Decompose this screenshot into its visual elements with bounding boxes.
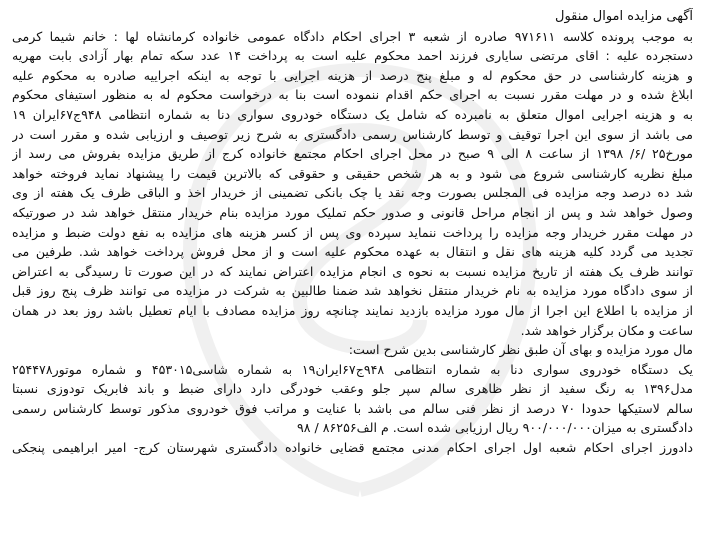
notice-title: آگهی مزایده اموال منقول xyxy=(555,9,693,24)
notice-line-11: در مهلت مقرر خریدار وجه مزایده را پرداخت ننماید سپرده وی پس از کسر هزینه های مزایده به نفع دولت ضبط و مزایده xyxy=(12,224,693,240)
notice-line-8: مبلغ نظریه کارشناسی شروع می شود و به هر شخص حقیقی و حقوقی که بالاترین قیمت را پیشنهاد نماید فروخته خواهد xyxy=(12,165,693,181)
notice-line-20: سالم لاستیکها حدودا ۷۰ درصد از نظر فنی سالم می باشد با عنایت و مراتب فوق خودروی مذکور توسط کارشناس رسمی xyxy=(12,400,693,416)
notice-line-10: وصول خواهد شد و پس از انجام مراحل قانونی و صدور حکم تملیک مورد مزایده بنام خریدار منتقل خواهد شد در صورتیکه xyxy=(12,204,693,220)
notice-line-9: شد ده درصد وجه مزایده فی المجلس بصورت وجه نقد یا چک بانکی تضمینی از خریدار اخذ و الباقی ظرف یک هفته از وی xyxy=(12,185,693,201)
notice-line-13: توانند ظرف یک هفته از تاریخ مزایده نسبت به نحوه ی انجام مزایده اعتراض نمایند که در این صورت تا رسیدگی به اعتراض xyxy=(12,263,693,279)
notice-line-16: ساعت و مکان برگزار خواهد شد. xyxy=(520,322,693,338)
notice-line-19: مدل۱۳۹۶ به رنگ سفید از نظر ظاهری سالم سپر جلو وعقب خودرگی دارد دارای ضبط و باند فابریک تودوزی نسبتا xyxy=(12,381,693,397)
notice-line-18: یک دستگاه خودروی سواری دنا به شماره انتظامی ۹۴۸ج۶۷ایران۱۹ به شماره شاسی۴۵۳۰۱۵ و شماره موتور۲۵۴۴۷۸ xyxy=(12,361,693,377)
notice-line-3: و هزینه کارشناسی در حق محکوم له و مبلغ پنج درصد از هزینه اجرایی با توجه به اینکه اجراییه صادره به محکوم علیه xyxy=(12,67,693,83)
notice-line-6: می باشد از سوی این اجرا توقیف و توسط کارشناس رسمی دادگستری به شرح زیر توصیف و ارزیابی شده و مقرر است در xyxy=(12,126,693,142)
notice-line-5: به و هزینه اجرایی اموال متعلق به نامبرده که شامل یک دستگاه خودروی سواری دنا به شماره انتظامی ۹۴۸ج۶۷ایران ۱۹ xyxy=(12,106,693,122)
notice-line-2: دستجرده علیه : اقای مرتضی سایاری فرزند احمد محکوم علیه است به پرداخت ۱۴ عدد سکه تمام بهار آزادی بابت مهریه xyxy=(12,48,693,64)
notice-line-21: دادگستری به میزان۹۰۰/۰۰۰/۰۰۰ ریال ارزیابی شده است. م الف۸۶۲۵۶ / ۹۸ xyxy=(297,420,693,436)
notice-line-15: از مزایده با اطلاع این اجرا از مال مورد مزایده بازدید نمایند چنانچه روز مزایده مصادف با ایام تعطیل باشد روز بعد در همان xyxy=(12,302,693,318)
notice-line-12: تجدید می گردد کلیه هزینه های نقل و انتقال به عهده محکوم علیه است و از محل فروش پرداخت خواهد شد. طرفین می xyxy=(12,244,693,260)
notice-line-14: از سوی دادگاه مورد مزایده به نام خریدار منتقل نخواهد شد ضمنا طالبین به شرکت در مزایده می توانند ظرف پنج روز قبل xyxy=(12,283,693,299)
notice-line-22: دادورز اجرای احکام شعبه اول اجرای احکام مدنی مجتمع قضایی خانواده دادگستری شهرستان کرج- امیر ابراهیمی پنجکی xyxy=(12,440,693,456)
notice-line-1: به موجب پرونده کلاسه ۹۷۱۶۱۱ صادره از شعبه ۳ اجرای احکام دادگاه عمومی خانواده کرمانشاه لها : خانم شیما کرمی xyxy=(12,28,693,44)
notice-line-17: مال مورد مزایده و بهای آن طبق نظر کارشناسی بدین شرح است: xyxy=(348,342,693,358)
notice-line-7: مورخ۲۵ /۶/ ۱۳۹۸ از ساعت ۸ الی ۹ صبح در محل اجرای احکام مجتمع خانواده کرج از طریق مزایده بفروش می رسد از xyxy=(12,146,693,162)
notice-line-4: ابلاغ شده و در مهلت مقرر نسبت به اجرای حکم اقدام ننموده است بنا به درخواست محکوم له به منظور استیفای محکوم xyxy=(12,87,693,103)
